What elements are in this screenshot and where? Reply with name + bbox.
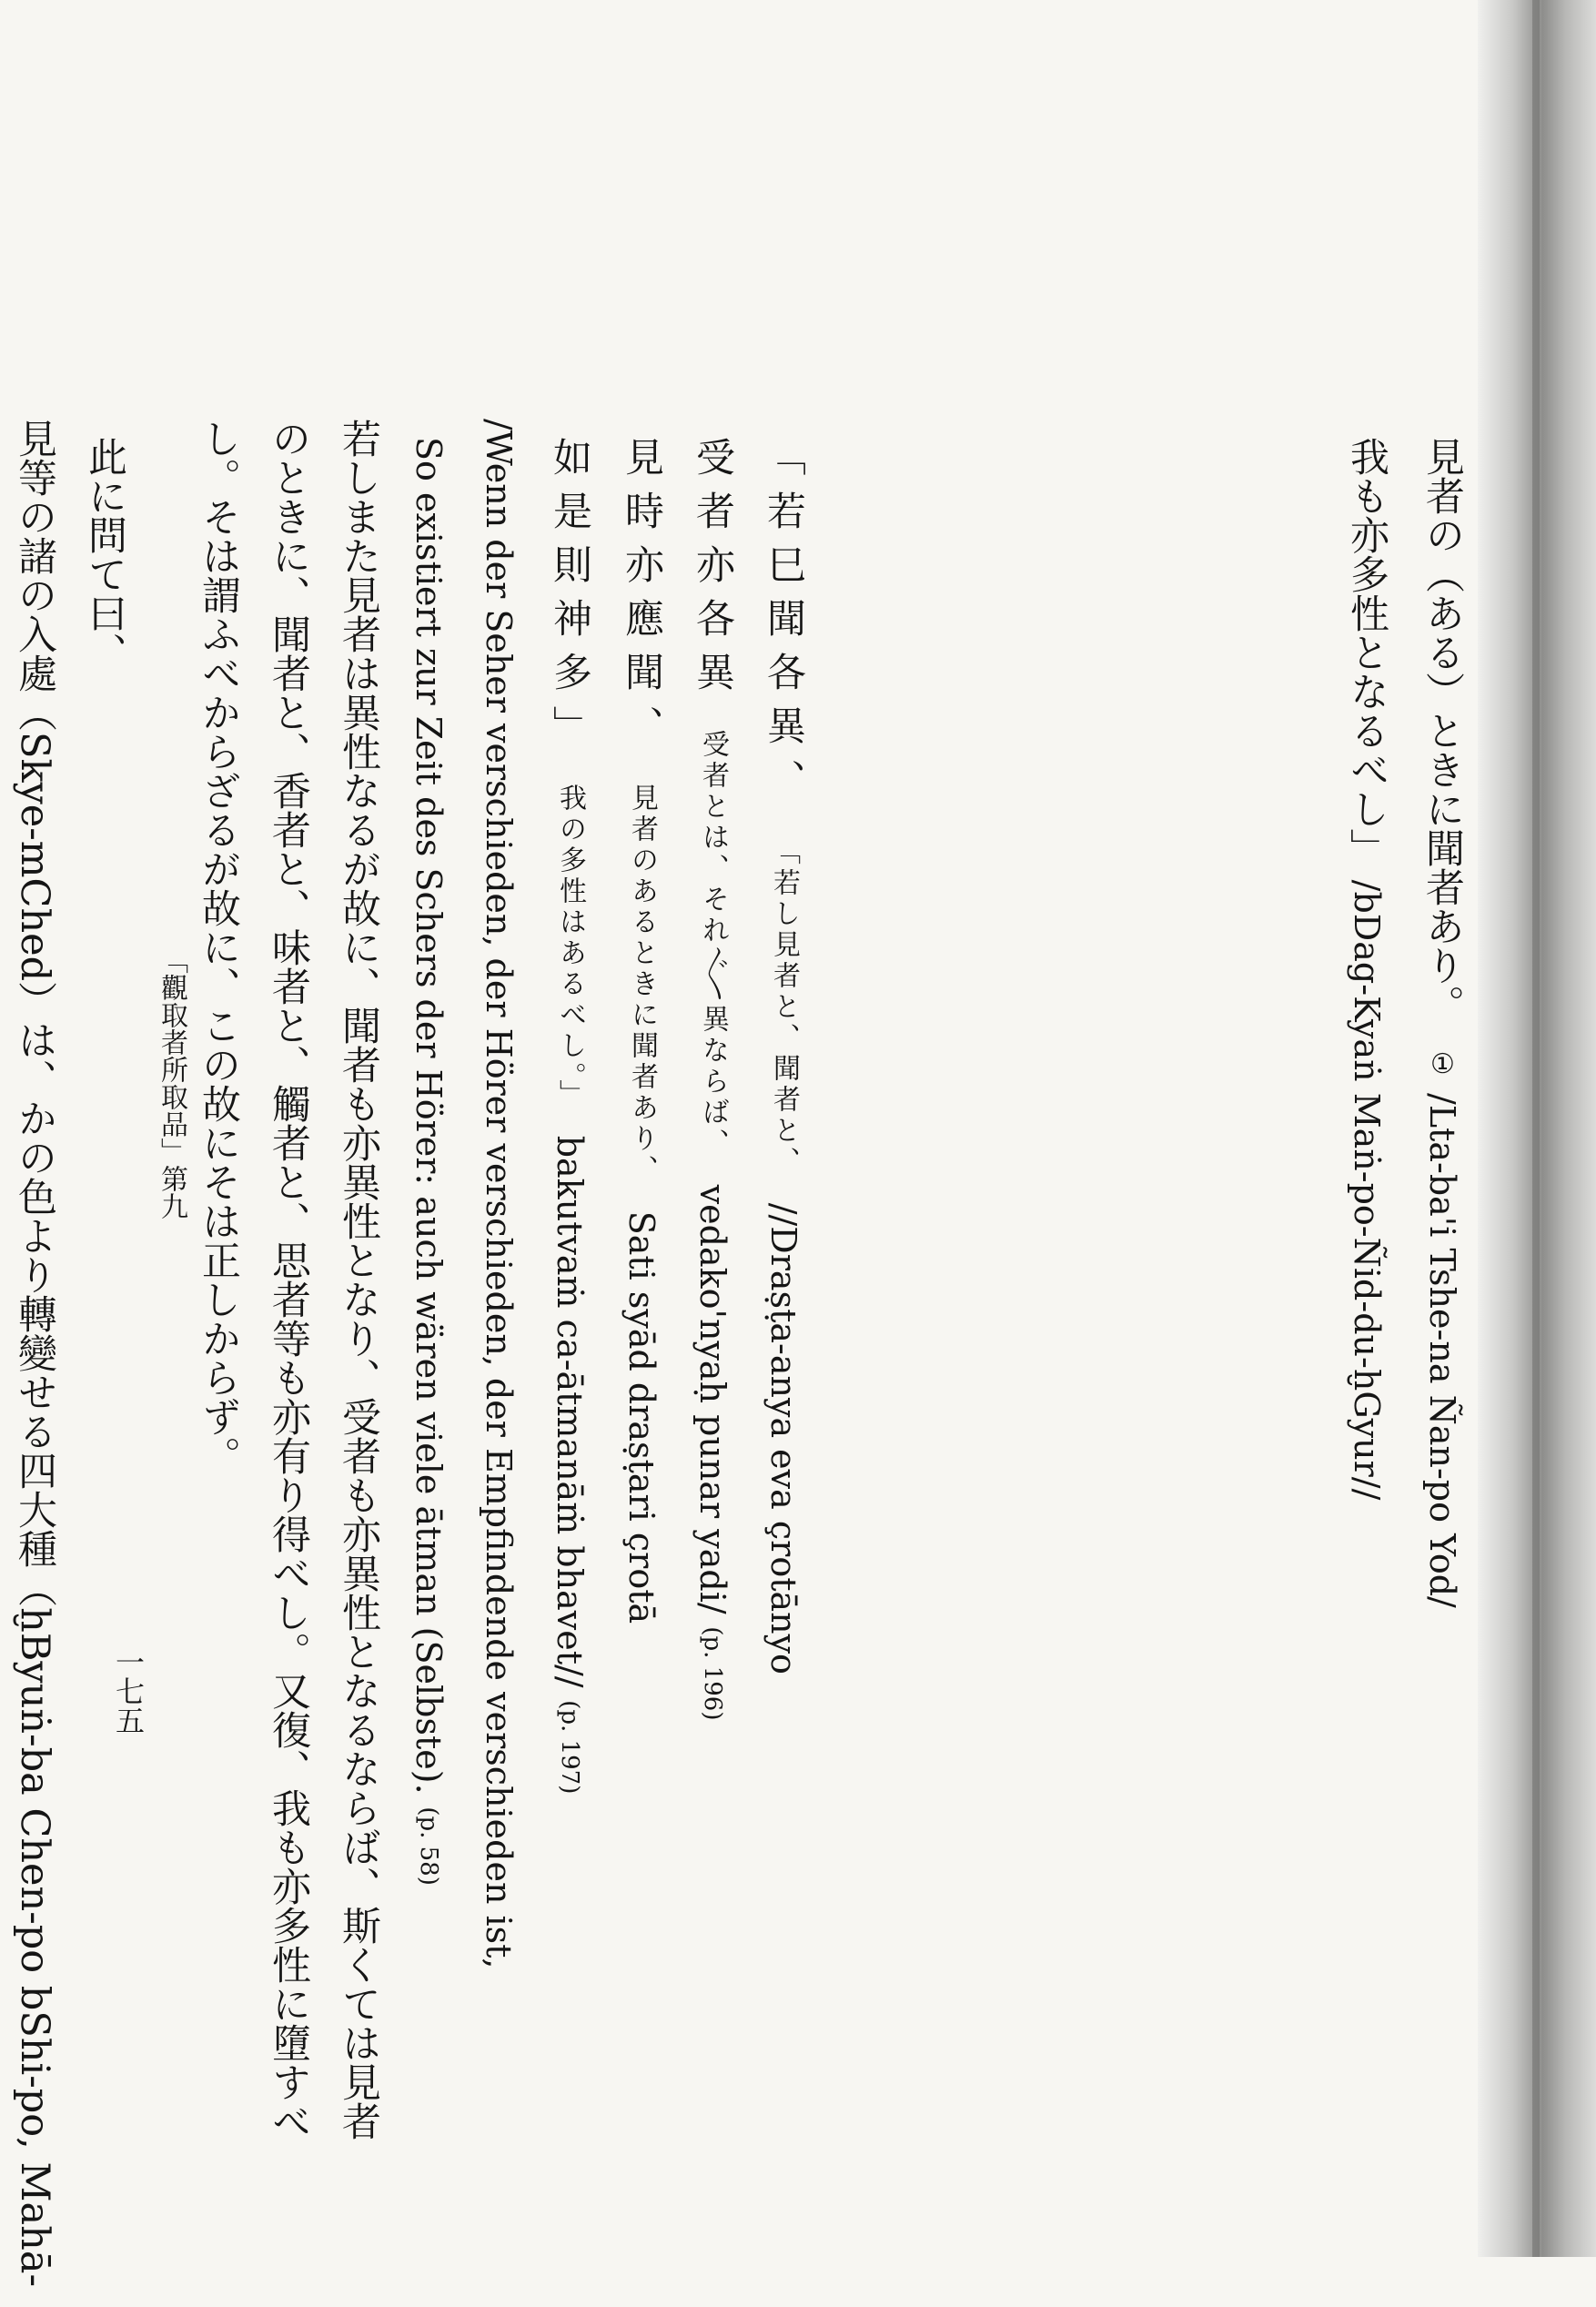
footnote-marker: ① bbox=[1427, 1048, 1459, 1081]
page-ref-197: (p. 197) bbox=[556, 1700, 583, 1795]
text-column-1 bbox=[1401, 382, 1483, 1838]
chinese-verse-4: 如是則神多」 bbox=[547, 437, 592, 759]
question-heading: 此に問て曰、 bbox=[82, 437, 127, 672]
text-column-3 bbox=[748, 382, 819, 1838]
tibetan-line-2: /bDag-Kyaṅ Maṅ-po-Ñid-du-ḫGyur// bbox=[1347, 879, 1387, 1501]
text-column-6 bbox=[533, 382, 606, 1838]
verse-line-2: 我も亦多性となるべし」 bbox=[1344, 437, 1389, 867]
tibetan-line-1: /Lta-ba'i Tshe-na Ñan-po Yod/ bbox=[1422, 1093, 1462, 1608]
verse-note-4: 我の多性はあるべし。」 bbox=[554, 784, 586, 1111]
chinese-verse-1-text: 「若巳聞各異、 bbox=[761, 437, 806, 813]
text-column-11 bbox=[183, 382, 253, 1838]
translation-line-1: 若しまた見者は異性なるが故に、聞者も亦異性となり、受者も亦異性となるならば、斯くては見者 bbox=[336, 419, 381, 2140]
sanskrit-line-1: //Draṣṭa-anya eva çrotānyo bbox=[763, 1202, 803, 1675]
german-line-2: So existiert zur Zeit des Schers der Hörer: auch wären viele ātman (Selbste). bbox=[409, 437, 449, 1795]
verse-line-1: 見者の（ある）ときに聞者あり。 bbox=[1419, 437, 1465, 1024]
running-footer bbox=[91, 946, 191, 2039]
text-column-2 bbox=[819, 382, 1401, 1838]
text-column-7 bbox=[463, 382, 533, 1969]
text-column-5 bbox=[606, 382, 677, 1838]
translation-line-2: のときに、聞者と、香者と、味者と、觸者と、思者等も亦有り得べし。又復、我も亦多性に墮すべ bbox=[266, 419, 311, 2140]
page-number: 一七五 bbox=[111, 1647, 146, 1735]
text-column-13 bbox=[0, 382, 69, 2288]
chapter-title: 「觀取者所取品」第九 bbox=[156, 946, 187, 1219]
german-line-1: /Wenn der Seher verschieden, der Hörer verschieden, der Empfindende verschieden ist, bbox=[479, 419, 519, 1969]
page-ref-58: (p. 58) bbox=[415, 1806, 442, 1886]
sanskrit-line-3: Sati syād draṣṭari çrotā bbox=[621, 1210, 662, 1624]
sanskrit-line-4: bakutvaṁ ca-ātmanāṁ bhavet// bbox=[550, 1135, 590, 1688]
chinese-verse-3: 見時亦應聞、 bbox=[619, 437, 664, 759]
sanskrit-line-2: vedako'nyaḥ punar yadi/ bbox=[692, 1184, 732, 1614]
commentary-line-1: 見等の諸の入處（Skye-mChed）は、かの色より轉變せる四大種（ḫByuṅ-ba Chen-po bShi-po, Mahā- bbox=[12, 419, 57, 2288]
chinese-verse-2: 受者亦各異 bbox=[690, 437, 735, 705]
text-column-4 bbox=[677, 382, 748, 1838]
verse-note-1: 「若し見者と、聞者と、 bbox=[768, 837, 800, 1179]
translation-line-3: し。そは謂ふべからざるが故に、この故にそは正しからず。 bbox=[196, 419, 241, 1475]
book-binding-shadow bbox=[1478, 0, 1596, 2257]
page-ref-196: (p. 196) bbox=[699, 1626, 726, 1721]
verse-note-2: 受者とは、それ〴〵異ならば、 bbox=[697, 730, 729, 1160]
chinese-verse-1 bbox=[748, 437, 818, 813]
verse-note-3: 見者のあるときに聞者あり、 bbox=[626, 784, 658, 1187]
text-column-9 bbox=[323, 382, 393, 2140]
text-column-10 bbox=[253, 382, 323, 2140]
text-column-8 bbox=[393, 382, 463, 1886]
